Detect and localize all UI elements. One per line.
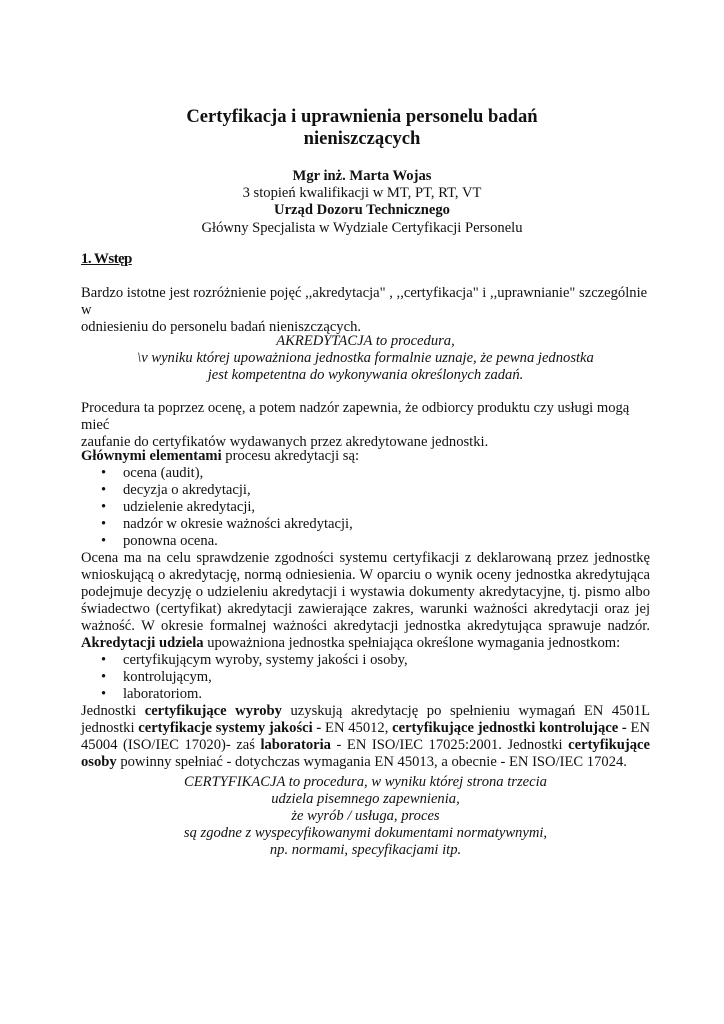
accreditation-definition <box>81 333 650 384</box>
intro-paragraph <box>81 285 650 336</box>
definition-line: \v wyniku której upoważniona jednostka formalnie uznaje, że pewna jednostka <box>137 350 594 366</box>
definition-line: AKREDYTACJA to procedura, <box>276 333 455 349</box>
list-item: • laboratoriom. <box>81 686 650 703</box>
granted-bold: Akredytacji udziela <box>81 635 204 651</box>
text-run: EN 45012, <box>321 720 393 736</box>
procedure-paragraph <box>81 400 650 451</box>
requirements-line <box>81 737 650 754</box>
title-line-1: Certyfikacja i uprawnienia personelu badań <box>186 106 538 127</box>
bold-run: certyfikujące jednostki kontrolujące - <box>392 720 627 736</box>
definition-line: udziela pisemnego zapewnienia, <box>271 791 460 807</box>
text-run: EN <box>626 720 650 736</box>
author-organization: Urząd Dozoru Technicznego <box>274 202 450 219</box>
list-item: • nadzór w okresie ważności akredytacji, <box>81 516 650 533</box>
certification-definition <box>81 774 650 859</box>
definition-line: np. normami, specyfikacjami itp. <box>269 842 462 858</box>
list-item: • ocena (audit), <box>81 465 650 482</box>
author-name: Mgr inż. Marta Wojas <box>292 168 432 184</box>
bold-run: certyfikacje systemy jakości - <box>138 720 322 736</box>
assessment-line: wnioskującą o akredytację, normą odniesienia. W oparciu o wynik oceny jednostka akredytująca <box>81 567 650 583</box>
intro-line: odniesieniu do personelu badań nieniszczących. <box>81 319 362 335</box>
text-run: uzyskują akredytację po spełnieniu wymagań EN 4501L <box>281 703 650 719</box>
text-run: 45004 (ISO/IEC 17020)- zaś <box>81 737 261 753</box>
assessment-line: świadectwo (certyfikat) akredytacji zawierające zakres, warunki ważności akredytacji oraz jej <box>81 601 650 617</box>
main-elements-intro <box>81 448 650 465</box>
requirements-line <box>81 754 650 771</box>
text-run: - EN ISO/IEC 17025:2001. Jednostki <box>330 737 569 753</box>
main-elements-list <box>81 465 650 550</box>
granted-intro <box>81 635 650 652</box>
definition-line: jest kompetentna do wykonywania określonych zadań. <box>207 367 524 383</box>
assessment-line: podejmuje decyzję o udzieleniu akredytacji i wystawia dokumenty akredytacyjne, tj. pismo albo <box>81 584 650 600</box>
requirements-line <box>81 720 650 737</box>
intro-line: Bardzo istotne jest rozróżnienie pojęć ,,akredytacja" , ,,certyfikacja" i ,,uprawnianie" szczególnie w <box>81 285 648 318</box>
assessment-line: Ocena ma na celu sprawdzenie zgodności systemu certyfikacji z deklarowaną przez jednostkę <box>81 550 650 566</box>
definition-line: że wyrób / usługa, proces <box>291 808 440 824</box>
bold-run: laboratoria <box>260 737 331 753</box>
procedure-line: Procedura ta poprzez ocenę, a potem nadzór zapewnia, że odbiorcy produktu czy usługi mogą mieć <box>81 400 630 433</box>
main-elements-section <box>81 448 650 771</box>
text-run: Jednostki <box>81 703 145 719</box>
document-title <box>0 106 724 150</box>
list-item: • ponowna ocena. <box>81 533 650 550</box>
main-elements-bold: Głównymi elementami <box>81 448 222 464</box>
text-run: powinny spełniać - dotychczas wymagania EN 45013, a obecnie - EN ISO/IEC 17024. <box>116 754 627 770</box>
author-qualification: 3 stopień kwalifikacji w MT, PT, RT, VT <box>242 185 482 202</box>
text-run: jednostki <box>81 720 139 736</box>
author-block <box>0 168 724 237</box>
bold-run: osoby <box>81 754 117 770</box>
procedure-line: zaufanie do certyfikatów wydawanych przez akredytowane jednostki. <box>81 434 489 450</box>
main-elements-rest: procesu akredytacji są: <box>221 448 360 464</box>
definition-line: CERTYFIKACJA to procedura, w wyniku której strona trzecia <box>184 774 547 790</box>
definition-line: są zgodne z wyspecyfikowanymi dokumentami normatywnymi, <box>183 825 548 841</box>
section-heading: 1. Wstęp <box>81 251 132 267</box>
requirements-line <box>81 703 650 720</box>
granted-list <box>81 652 650 703</box>
bold-run: certyfikujące wyroby <box>144 703 282 719</box>
list-item: • kontrolującym, <box>81 669 650 686</box>
author-position: Główny Specjalista w Wydziale Certyfikacji Personelu <box>201 219 523 236</box>
bold-run: certyfikujące <box>568 737 650 753</box>
assessment-line: ważność. W okresie formalnej ważności akredytacji jednostka akredytująca sprawuje nadzór. <box>81 618 650 634</box>
list-item: • decyzja o akredytacji, <box>81 482 650 499</box>
list-item: • certyfikującym wyroby, systemy jakości i osoby, <box>81 652 650 669</box>
granted-rest: upoważniona jednostka spełniająca określone wymagania jednostkom: <box>203 635 621 651</box>
list-item: • udzielenie akredytacji, <box>81 499 650 516</box>
title-line-2: nieniszczących <box>303 128 421 149</box>
